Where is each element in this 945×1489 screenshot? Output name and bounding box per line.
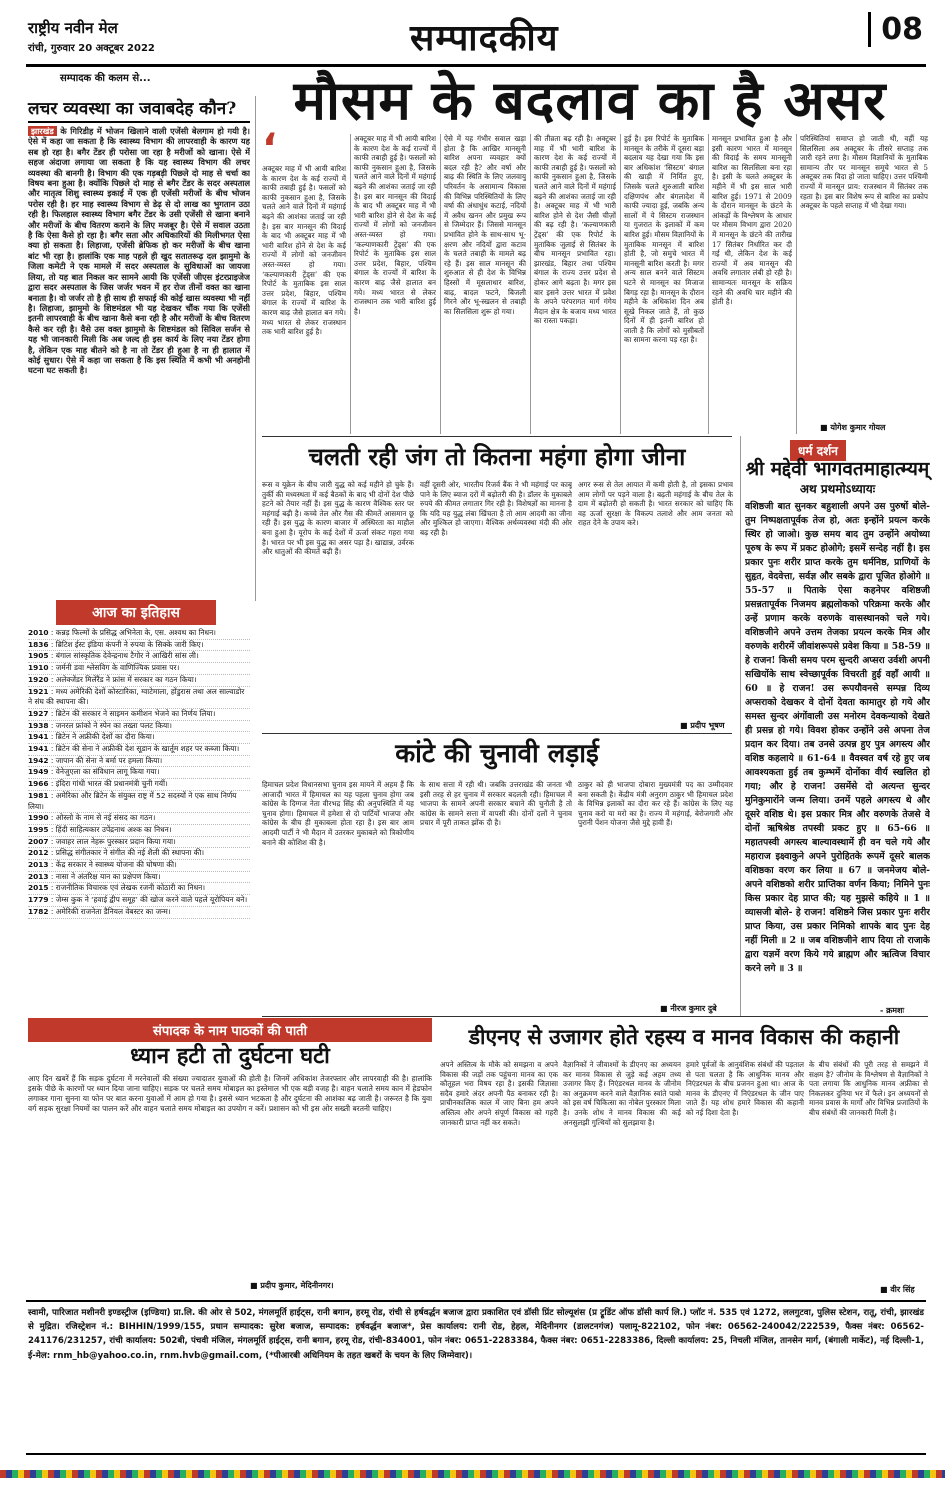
letter-heading: संपादक के नाम पाठकों की पाती <box>28 1018 432 1042</box>
weather-col-5-text: हुई है। इस रिपोर्ट के मुताबिक मानसून के तरीके में दूसरा बड़ा बदलाव यह देखा गया कि इस बार अधिकांश ‘सिस्टम’ बंगाल की खाड़ी में निर्मित हुए, जिसके चलते शुरुआती बारिश दक्षिणपंथ और बंगलादेश में काफी ज्यादा हुई, जबकि अन्य सालों में ये सिस्टम राजस्थान या गुजरात के इलाकों में कम बारिश हुई। मौसम विज्ञानियों के मुताबिक मानसून में बारिश होती है, जो समुचे भारत में मानसूनी बारिश करती है। मगर अन्य साल बनने वाले सिस्टम घटने से मानसून का मिजाज बिगड़ रहा है। मानसून के दौरान महीने के अधिकांश दिन अब सूखे निकल जाते हैं, तो कुछ दिनों में ही इतनी बारिश हो जाती है कि लोगों को मुसीबतों का सामना करना पड़ रहा है। <box>624 134 704 345</box>
itihas-text: : ब्रिटेन की सरकार ने साइमन कमीशन भेजने का निर्णय लिया। <box>48 708 216 718</box>
itihas-item <box>28 687 250 709</box>
itihas-year: 1941 <box>28 744 49 754</box>
itihas-year: 1941 <box>28 732 49 742</box>
dharm-subtitle: अथ प्रथमोऽध्यायः <box>799 482 876 496</box>
itihas-year: 1836 <box>28 639 49 649</box>
itihas-year: 1981 <box>28 790 49 800</box>
election-text-2: के साथ सत्ता में रही थी। जबकि उत्तराखंड की जनता भी इसी तरह से हर चुनाव में सरकार बदलती रही। हिमाचल में भाजपा के सामने अपनी सरकार बचाने की चुनौती है तो कांग्रेस के सामने सत्ता में वापसी की। दोनों दलों ने चुनाव प्रचार में पूरी ताकत झोंक दी है। <box>420 780 572 828</box>
war-text-2: वहीं दूसरी ओर, भारतीय रिजर्व बैंक ने भी महंगाई पर काबू पाने के लिए ब्याज दरों में बढ़ोतरी की है। डॉलर के मुकाबले रुपये की कीमत लगातार गिर रही है। विशेषज्ञों का मानना है कि यदि यह युद्ध लंबा खिंचता है तो आम आदमी का जीना और मुश्किल हो जाएगा। वैश्विक अर्थव्यवस्था मंदी की ओर बढ़ रही है। <box>420 480 572 537</box>
itihas-item <box>28 791 250 813</box>
itihas-year: 1927 <box>28 708 49 718</box>
weather-col-6-text: मानसून प्रभावित हुआ है और इसी कारण भारत में मानसून की विदाई के समय मानसूनी बारिश का सिलसिला बना रहा है। इसी के चलते अक्टूबर के महीने में भी इस साल भारी बारिश हुई। 1971 से 2009 के दौरान मानसून के छंटने के आंकड़ों के विश्लेषण के आधार पर मौसम विभाग द्वारा 2020 में मानसून के छंटने की तारीख 17 सितंबर निर्धारित कर दी गई थी, लेकिन देश के कई राज्यों में अब मानसून की अवधि लगातार लंबी हो रही है। सामान्यतः मानसून के सक्रिय रहने की अवधि चार महीने की होती है। <box>712 134 792 307</box>
imprint-footer <box>26 1300 926 1455</box>
itihas-year: 2015 <box>28 883 49 893</box>
itihas-item <box>28 640 250 652</box>
itihas-item <box>28 872 250 884</box>
itihas-item <box>28 779 250 791</box>
itihas-year: 1938 <box>28 720 49 730</box>
section-title: सम्पादकीय <box>410 17 559 59</box>
itihas-item <box>28 709 250 721</box>
election-text-1: हिमाचल प्रदेश विधानसभा चुनाव इस मायने में अहम हैं कि आजादी भारत में हिमाचल का यह पहला चुनाव होगा जब कांग्रेस के दिग्गज नेता वीरभद्र सिंह की अनुपस्थिति में यह चुनाव होगा। हिमाचल में हमेशा से दो पार्टियों भाजपा और कांग्रेस के बीच ही मुकाबला होता रहा है। इस बार आम आदमी पार्टी ने भी मैदान में उतरकर मुकाबले को त्रिकोणीय बनाने की कोशिश की है। <box>262 780 414 847</box>
dna-text-4: के बीच संबंधों की पूरी तरह से समझने में सक्षम है? जीनोम के विश्लेषण से वैज्ञानिकों ने पता लगाया कि आधुनिक मानव अफ्रीका से निकलकर दुनिया भर में फैले। इन अध्ययनों से मानव प्रवास के मार्गों और विभिन्न प्रजातियों के बीच संबंधों की जानकारी मिली है। <box>809 1060 928 1117</box>
column-divider <box>620 134 621 434</box>
dna-text-2: वैज्ञानिकों ने जीवाश्मों के डीएनए का अध्ययन कर मानव विकास से जुड़े कई अहम तथ्य उजागर किए हैं। निएंडरथल मानव के जीनोम का अनुक्रमण करने वाले वैज्ञानिक स्वांते पाबो को इस वर्ष चिकित्सा का नोबेल पुरस्कार मिला है। उनके शोध ने मानव विकास की कई अनसुलझी गुत्थियों को सुलझाया है। <box>563 1060 681 1127</box>
column-divider <box>440 134 441 434</box>
column-divider <box>350 134 351 434</box>
weather-col-2-text: अक्टूबर माह में भी आयी बारिश के कारण देश के कई राज्यों में काफी तबाही हुई है। फसलों को काफी नुकसान हुआ है, जिसके चलते आने वाले दिनों में महंगाई बढ़ने की आशंका जताई जा रही है। इस बार मानसून की विदाई के बाद भी अक्टूबर माह में भी भारी बारिश होने से देश के कई राज्यों में लोगों को जनजीवन अस्त-व्यस्त हो गया। ‘कल्याणकारी ट्रेंड्स’ की एक रिपोर्ट के मुताबिक इस साल उत्तर प्रदेश, बिहार, पश्चिम बंगाल के राज्यों में बारिश के कारण बाढ़ जैसे हालात बन गये। मध्य भारत से लेकर राजस्थान तक भारी बारिश हुई है। <box>354 134 436 316</box>
column-divider <box>740 436 741 1016</box>
itihas-year: 1990 <box>28 813 49 823</box>
itihas-year: 2012 <box>28 848 49 858</box>
itihas-list <box>28 628 250 1013</box>
itihas-text: : केंद्र सरकार ने स्वास्थ्य योजना की घोषणा की। <box>48 860 177 870</box>
itihas-item <box>28 813 250 825</box>
itihas-year: 2007 <box>28 836 49 846</box>
weather-col-3-text: ऐसे में यह गंभीर सवाल खड़ा होता है कि आखिर मानसूनी बारिश अपना व्यवहार क्यों बदल रही है? और वर्षा और बाढ़ की स्थिति के लिए जलवायु परिवर्तन के असामान्य विकास की विभिन्न परिस्थितियों के लिए वर्षा की अंधाधुंध कटाई, नदियों में अवैध खनन और प्रमुख रूप से जिम्मेदार हैं। जिससे मानसून प्रभावित होने के साथ-साथ भू-क्षरण और नदियों द्वारा कटाव के चलते तबाही के मामले बढ़ रहे हैं। इस साल मानसून की शुरुआत से ही देश के विभिन्न हिस्सों में मूसलाधार बारिश, बाढ़, बादल फटने, बिजली गिरने और भू-स्खलन से तबाही का सिलसिला शुरू हो गया। <box>444 134 526 316</box>
itihas-year: 1995 <box>28 824 49 834</box>
itihas-item <box>28 756 250 768</box>
masthead <box>28 18 228 54</box>
dharm-tag: धर्म दर्शन <box>790 440 846 461</box>
itihas-text: : ओस्लो के नाम से नई संसद का गठन। <box>48 813 156 823</box>
color-strip <box>0 1470 945 1478</box>
page-number: 08 <box>868 12 923 47</box>
weather-col-7-text: परिस्थितियां समाप्त हो जाती थी, वहीं यह सिलसिला अब अक्टूबर के तीसरे सप्ताह तक जारी रहने लगा है। मौसम विज्ञानियों के मुताबिक सामान्य तौर पर मानसून समूचे भारत से 5 अक्टूबर तक विदा हो जाता चाहिए। उत्तर पश्चिमी राज्यों में मानसून प्राय: राजस्थान में सितंबर तक रहता है। इस बार विशेष रूप से बारिश का प्रकोप अक्टूबर के पहले सप्ताह में भी देखा गया। <box>800 134 928 211</box>
itihas-text: : कन्नड़ फिल्मों के प्रसिद्ध अभिनेता के, एस. अश्वथ का निधन। <box>48 628 216 637</box>
itihas-item <box>28 848 250 860</box>
itihas-text: : जेम्स कुक ने ‘हवाई द्वीप समूह’ की खोज करने वाले पहले यूरोपियन बने। <box>48 895 248 905</box>
itihas-text: : हिंदी साहित्यकार उपेंद्रनाथ अश्क का निधन। <box>48 824 172 834</box>
weather-byline: ■ योगेश कुमार गोयल <box>820 423 886 432</box>
election-headline: कांटे की चुनावी लड़ाई <box>395 739 599 769</box>
itihas-text: : जर्मनी डवा श्लेसविग के वाणिज्यिक प्रवास पर। <box>48 663 180 673</box>
war-text-3: अगर रूस से तेल आयात में कमी होती है, तो इसका प्रभाव आम लोगों पर पड़ने वाला है। बढ़ती महंगाई के बीच तेल के दाम में बढ़ोतरी हो सकती है। भारत सरकार को चाहिए कि वह ऊर्जा सुरक्षा के विकल्प तलाशे और आम जनता को राहत देने के उपाय करे। <box>578 480 733 528</box>
war-text-1: रूस व यूक्रेन के बीच जारी युद्ध को कई महीने हो चुके हैं। तुर्की की मध्यस्थता में कई बैठकों के बाद भी दोनों देश पीछे हटने को तैयार नहीं हैं। इस युद्ध के कारण वैश्विक स्तर पर महंगाई बढ़ी है। कच्चे तेल और गैस की कीमतें आसमान छू रही हैं। इस युद्ध के कारण बाजार में अस्थिरता का माहौल बना हुआ है। यूरोप के कई देशों में ऊर्जा संकट गहरा गया है। भारत पर भी इस युद्ध का असर पड़ा है। खाद्यान्न, उर्वरक और धातुओं की कीमतें बढ़ी हैं। <box>262 480 414 557</box>
itihas-text: : प्रसिद्ध संगीतकार ने संगीत की नई शैली की स्थापना की। <box>48 848 205 858</box>
kalam-label: सम्पादक की कलम से... <box>60 73 151 84</box>
left-editorial-text: के गिरिडीह में भोजन खिलाने वाली एजेंसी बेलगाम हो गयी है। ऐसे में कहा जा सकता है कि स्वास्थ्य विभाग की लापरवाही के कारण यह सब हो रहा है। बगैर टेंडर ही परोसा जा रहा है मरीजों को खाना। ऐसे में सहज अंदाजा लगाया जा सकता है कि यह स्वास्थ्य विभाग की लचर व्यवस्था की बानगी है। विभाग की एक गड़बड़ी पिछले दो माह से चर्चा का विषय बना हुआ है। क्योंकि पिछले दो माह से बगैर टेंडर के सदर अस्पताल और मातृत्व शिशु स्वास्थ्य इकाई में एक ही एजेंसी मरीजों के बीच भोजन परोस रही है। हर माह स्वास्थ्य विभाग से डेढ़ से दो लाख का भुगतान उठा रही है। फिलहाल स्वास्थ्य विभाग बगैर टेंडर के उसी एजेंसी से खाना बनाने और मरीजों के बीच वितरण कराने के लिए मजबूर है। ऐसे में सवाल उठता है कि ऐसा कैसे हो रहा है। बगैर सता और अधिकारियों की मिलीभगत ऐसा क्या हो सकता है। लिहाजा, एजेंसी ब्रेफिक हो कर मरीजों के बीच खाना बांट भी रहा है। हालांकि एक माह पहले ही खुद सतातरूढ़ दल झामुमो के जिला कमेटी ने एक मामले में सदर अस्पताल के सुविधाओं का जायजा लिया, तो यह बात निकल कर सामने आयी कि एजेंसी जीएस इंटरप्राइजेज द्वारा सदर अस्पताल के जिस जर्जर भवन में हर रोज तीनों वक्त का खाना बनाता है। वो जर्जर तो है ही साथ ही सफाई की कोई खास व्यवस्था भी नहीं है। लिहाजा, झामुमो के शिष्टमंडल भी यह देखकर चौंक गया कि एजेंसी इतनी लापरवाही के बीच खाना कैसे बना रही है और मरीजों के बीच वितरण कैसे कर रही है। वैसे उस वक्त झामुमो के शिष्टमंडल को सिविल सर्जन से यह भी जानकारी मिली कि अब जल्द ही इस कार्य के लिए नया टेंडर होगा है, लेकिन एक माह बीतने को है ना तो टेंडर ही हुआ है ना ही हालात में कोई सुधार। ऐसे में कहा जा सकता है कि इस स्थिति में कभी भी अनहोनी घटना घट सकती है। <box>28 126 250 376</box>
column-divider <box>530 134 531 434</box>
itihas-text: : ब्रिटेन की सेना ने अफ्रीकी देश सूडान के खार्तूम शहर पर कब्जा किया। <box>48 744 240 754</box>
war-headline: चलती रही जंग तो कितना महंगा होगा जीना <box>308 442 686 471</box>
dna-byline: ■ वीर सिंह <box>880 1285 915 1294</box>
itihas-heading: आज का इतिहास <box>56 600 216 625</box>
itihas-text: : अमेरिकी राजनेता डैनियल वेबस्टर का जन्म। <box>48 906 171 916</box>
letter-title: ध्यान हटी तो दुर्घटना घटी <box>130 1043 330 1069</box>
itihas-text: : जनरल फ्रांको ने स्पेन का तख्ता पलट किया। <box>48 720 172 730</box>
itihas-year: 2010 <box>28 628 49 637</box>
itihas-year: 2013 <box>28 860 49 870</box>
quote-icon: ‘ <box>262 126 278 172</box>
itihas-year: 1905 <box>28 651 49 661</box>
itihas-item <box>28 628 250 640</box>
itihas-year: 1949 <box>28 767 49 777</box>
itihas-text: : वेनेजुएला का संविधान लागू किया गया। <box>48 767 160 777</box>
column-divider <box>255 96 256 601</box>
itihas-text: : बंगाल सांस्कृतिक देवेन्द्रनाथ टैगोर ने आखिरी सांस ली। <box>48 651 199 661</box>
dharm-continued: - क्रमशः <box>880 1006 905 1015</box>
itihas-item <box>28 860 250 872</box>
itihas-text: : ब्रिटिश ईस्ट इंडिया कंपनी ने रुपया के सिक्के जारी किए। <box>48 639 204 649</box>
itihas-item <box>28 767 250 779</box>
itihas-item <box>28 744 250 756</box>
itihas-text: : जवाहर लाल नेहरू पुरस्कार प्रदान किया गया। <box>48 836 176 846</box>
left-editorial-headline: लचर व्यवस्था का जवाबदेह कौन? <box>28 96 250 123</box>
itihas-item <box>28 675 250 687</box>
dharm-title: श्री मद्देवी भागवतमाहात्म्यम् <box>745 458 930 480</box>
itihas-year: 1920 <box>28 674 49 684</box>
left-editorial-body <box>28 126 250 596</box>
column-divider <box>796 134 797 434</box>
election-text-3: ठाकुर को ही भाजपा दोबारा मुख्यमंत्री पद का उम्मीदवार बना सकती है। केंद्रीय मंत्री अनुराग ठाकुर भी हिमाचल प्रदेश के विभिन्न इलाकों का दौरा कर रहे हैं। कांग्रेस के लिए यह चुनाव करो या मरो का है। राज्य में महंगाई, बेरोजगारी और पुरानी पेंशन योजना जैसे मुद्दे हावी हैं। <box>578 780 733 828</box>
itihas-year: 1779 <box>28 895 49 905</box>
letter-body: आए दिन खबरें हैं कि सड़क दुर्घटना में मरनेवालों की संख्या ज्यादातर युवाओं की होती है। जिनमें अधिकांश तेजरफ्तार और लापरवाही की है। हालांकि इसके पीछे के कारणों पर ध्यान दिया जाना चाहिए। सड़क पर चलते समय मोबाइल का इस्तेमाल भी एक बड़ी वजह है। वाहन चलाते समय कान में हेडफोन लगाकर गाना सुनना या फोन पर बात करना युवाओं में आम हो गया है। इससे ध्यान भटकता है और दुर्घटना की आशंका बढ़ जाती है। जरूरत है कि युवा वर्ग सड़क सुरक्षा नियमों का पालन करें और वाहन चलाते समय मोबाइल का उपयोग न करें। प्रशासन को भी इस ओर सख्ती बरतनी चाहिए। <box>28 1074 432 1113</box>
itihas-year: 1942 <box>28 755 49 765</box>
war-byline: ■ प्रदीप भूषण <box>680 721 725 730</box>
column-divider <box>708 134 709 434</box>
section-rule <box>262 1016 928 1017</box>
itihas-item <box>28 895 250 907</box>
letter-byline: ■ प्रदीप कुमार, मेदिनीनगर। <box>250 1281 334 1290</box>
itihas-item <box>28 721 250 733</box>
itihas-year: 1782 <box>28 906 49 916</box>
itihas-text: : राजनीतिक विचारक एवं लेखक रजनी कोठारी का निधन। <box>48 883 206 893</box>
weather-col-1-text: अक्टूबर माह में भी आयी बारिश के कारण देश के कई राज्यों में काफी तबाही हुई है। फसलों को काफी नुकसान हुआ है, जिसके चलते आने वाले दिनों में महंगाई बढ़ने की आशंका जताई जा रही है। इस बार मानसून की विदाई के बाद भी अक्टूबर माह में भी भारी बारिश होने से देश के कई राज्यों में लोगों को जनजीवन अस्त-व्यस्त हो गया। ‘कल्याणकारी ट्रेंड्स’ की एक रिपोर्ट के मुताबिक इस साल उत्तर प्रदेश, बिहार, पश्चिम बंगाल के राज्यों में बारिश के कारण बाढ़ जैसे हालात बन गये। मध्य भारत से लेकर राजस्थान तक भारी बारिश हुई है। <box>262 164 346 337</box>
itihas-year: 1966 <box>28 779 49 789</box>
itihas-text: : नासा ने अंतरिक्ष यान का प्रक्षेपण किया। <box>48 871 161 881</box>
itihas-item <box>28 732 250 744</box>
dna-headline: डीएनए से उजागर होते रहस्य व मानव विकास की कहानी <box>468 1024 900 1049</box>
dna-text-3: हमारे पूर्वजों के आनुवंशिक संबंधों की पड़ताल से पता चलता है कि आधुनिक मानव और निएंडरथल के बीच प्रजनन हुआ था। आज के मानव के डीएनए में निएंडरथल के जीन पाए जाते हैं। यह शोध हमारे विकास की कहानी को नई दिशा देता है। <box>686 1060 804 1117</box>
kicker-badge: झारखंड <box>28 126 57 136</box>
brand-name: राष्ट्रीय नवीन मेल <box>28 19 118 37</box>
itihas-item <box>28 663 250 675</box>
dna-text-1: अपने अस्तित्व के मौके को समझना व अपने विकास की जड़ों तक पहुंचना मानव का एक कौतूहल भरा विषय रहा है। इसकी जिज्ञासा सदैव हमारे अंदर अपनी पैठ बनाकर रही है। प्राचीनकालिक काल में जाए बिना हम अपने अस्तित्व और अपने संपूर्ण विकास को गहरी जानकारी प्राप्त नहीं कर सकते। <box>440 1060 558 1127</box>
itihas-year: 1910 <box>28 663 49 673</box>
itihas-year: 1921 <box>28 686 49 696</box>
election-byline: ■ नीरज कुमार दुबे <box>660 1004 717 1013</box>
itihas-text: : जापान की सेना ने बर्मा पर हमला किया। <box>48 755 163 765</box>
dharm-body: वशिष्ठजी बात सुनकर बहुशाली अपने उस पुरुषों बोले- तुम निष्पक्षतापूर्वक तेज हो, अतः इन्होंने प्रयत्न करके स्थिर हो जाओ। कुछ समय बाद तुम उन्होंने अयोध्या पूरुष के रूप में प्रकट होओगे; इसमें सन्देह नहीं है। इस प्रकार पुनः शरीर प्राप्त करके तुम धर्मनिष्ठ, प्राणियों के सुहृत, वेदवेत्ता, सर्वज्ञ और सबके द्वारा पूजित होओगे ॥ 55-57 ॥ पिताके ऐसा कहनेपर वशिष्ठजी प्रसन्नतापूर्वक निजमय ब्रह्मलोकको परिक्रमा करके और उन्हें प्रणाम करके वरुणके वासस्थानको चले गये। वशिष्ठजीने अपने उत्तम तेजका प्रयत्न करके मित्र और वरुणके शरीरमें जीवांशरूपसे प्रवेश किया ॥ 58-59 ॥ हे राजन! किसी समय परम सुन्दरी अप्सरा उर्वशी अपनी सखियोंके साथ स्वेच्छापूर्वक विचरती हुई वहाँ आयी ॥ 60 ॥ हे राजन! उस रूपयौवनसे सम्पन्न दिव्य अप्सराको देखकर वे दोनों देवता कामातुर हो गये और समस्त सुन्दर अंगोंवाली उस मनोरम देवकन्याको देखते ही प्रसन्न हो गये। विवश होकर उन्होंने उसे अपना तेज प्रदान कर दिया। तब उनसे उत्पन्न हुए पुत्र अगस्त्य और वशिष्ठ कहलाये ॥ 61-64 ॥ वैवस्वत वर्ष रहे हुए जब आवश्यकता हुई तब कुम्भमें दोनोंका वीर्य स्खलित हो गया; और हे राजन! उसमेंसे दो अत्यन्त सुन्दर मुनिकुमारोंने जन्म लिया। उनमें पहले अगस्त्य थे और दूसरे वशिष्ठ थे। इस प्रकार मित्र और वरुणके तेजसे वे दोनों ऋषिश्रेष्ठ तपस्वी प्रकट हुए ॥ 65-66 ॥ महातपस्वी अगस्त्य बाल्यावस्थामें ही वन चले गये और महाराज इक्ष्वाकुने अपने पुरोहितके रूपमें दूसरे बालक वशिष्ठका वरण कर लिया ॥ 67 ॥ जनमेजय बोले- अपने वशिष्ठको शरीर प्राप्तिका वर्णन किया; निमिने पुनः किस प्रकार देह प्राप्त की; यह मुझसे कहिये ॥ 1 ॥ व्यासजी बोले- हे राजन! वशिष्ठने जिस प्रकार पुनः शरीर प्राप्त किया, उस प्रकार निमिको शापके बाद पुनः देह नहीं मिली ॥ 2 ॥ जब वशिष्ठजीने शाप दिया तो राजाके द्वारा यज्ञमें वरण किये गये ब्राह्मण और ऋत्विज विचार करने लगे ॥ 3 ॥ <box>745 501 930 974</box>
itihas-item <box>28 837 250 849</box>
itihas-text: : मध्य अमेरिकी देशों कोस्टारिका, ग्वाटेमाला, होंडुरास तथा अल साल्वाडोर ने संघ की स्थापना की। <box>28 686 245 707</box>
itihas-item <box>28 907 250 919</box>
itihas-text: : ब्रिटेन ने अफ्रीकी देशों का दौरा किया। <box>48 732 155 742</box>
section-rule <box>262 733 732 734</box>
section-rule <box>262 436 732 437</box>
itihas-item <box>28 883 250 895</box>
itihas-item <box>28 651 250 663</box>
imprint-text: स्वामी, पारिजात मशीनरी इण्डस्ट्रीज (इण्डिया) प्रा.लि. की ओर से 502, मंगलमूर्ति हाईट्स, रानी बगान, हरमू रोड, रांची से हर्षवर्द्धन बजाज द्वारा प्रकाशित एवं डॉसी प्रिंट सोल्यूशंस (प्र ट्रूडिंट ऑफ डॉसी कार्प लि.) प्लॉट नं. 535 एवं 1272, ललगुटवा, पुलिस स्टेशन, रातू, रांची, झारखंड से मुद्रित। रजिस्ट्रेशन नं.: BIHHIN/1999/155, प्रधान सम्पादक: सुरेश बजाज, सम्पादक: हर्षवर्द्धन बजाज*, प्रेस कार्यालय: रानी रोड, हेहल, मेदिनीनगर (डालटनगंज) पलामू-822102, फोन नंबर: 06562-240042/222539, फैक्स नंबर: 06562-241176/231257, रांची कार्यालय: 502बी, पंचवी मंजिल, मंगलमूर्ति हाईट्स, रानी बगान, हरमू रोड, रांची-834001, फोन नंबर: 0651-2283384, फैक्स नंबर: 0651-2283386, दिल्ली कार्यालय: 25, निचली मंजिल, तानसेन मार्ग, (बंगाली मार्केट), नई दिल्ली-1, ई-मेल: rnm_hb@yahoo.co.in, rnm.hvb@gmail.com, (*पीआरबी अधिनियम के तहत खबरों के चयन के लिए जिम्मेवार)। <box>28 1308 924 1361</box>
itihas-text: : इंदिरा गांधी भारत की प्रधानमंत्री चुनी गयीं। <box>48 779 168 789</box>
itihas-text: : अलेक्जेंडर मिलेरैंड ने फ्रांस में सरकार का गठन किया। <box>48 674 197 684</box>
weather-col-1 <box>262 126 346 434</box>
weather-col-4-text: की तीव्रता बढ़ रही है। अक्टूबर माह में भी भारी बारिश के कारण देश के कई राज्यों में काफी तबाही हुई है। फसलों को काफी नुकसान हुआ है, जिसके चलते आने वाले दिनों में महंगाई बढ़ने की आशंका जताई जा रही है। अक्टूबर माह में भी भारी बारिश होने से देश जैसी चीज़ों की बढ़ रही है। ‘कल्याणकारी ट्रेंड्स’ की एक रिपोर्ट के मुताबिक जुलाई से सितंबर के बीच मानसून प्रभावित रहा। झारखंड, बिहार तथा पश्चिम बंगाल के राज्य उत्तर प्रदेश से होकर आगे बढ़ता है। मगर इस बार इसने उत्तर भारत में प्रवेश के अपने परंपरागत मार्ग गंगेय मैदान क्षेत्र के बजाय मध्य भारत का रास्ता पकड़ा। <box>534 134 616 326</box>
main-headline: मौसम के बदलाव का है असर <box>293 68 887 132</box>
itihas-year: 2013 <box>28 871 49 881</box>
dateline: रांची, गुरुवार 20 अक्टूबर 2022 <box>28 43 155 54</box>
itihas-text: : अमेरिका और ब्रिटेन के संयुक्त राष्ट्र में 52 सदस्यों ने एक साथ निर्णय लिया। <box>28 790 237 811</box>
itihas-item <box>28 825 250 837</box>
